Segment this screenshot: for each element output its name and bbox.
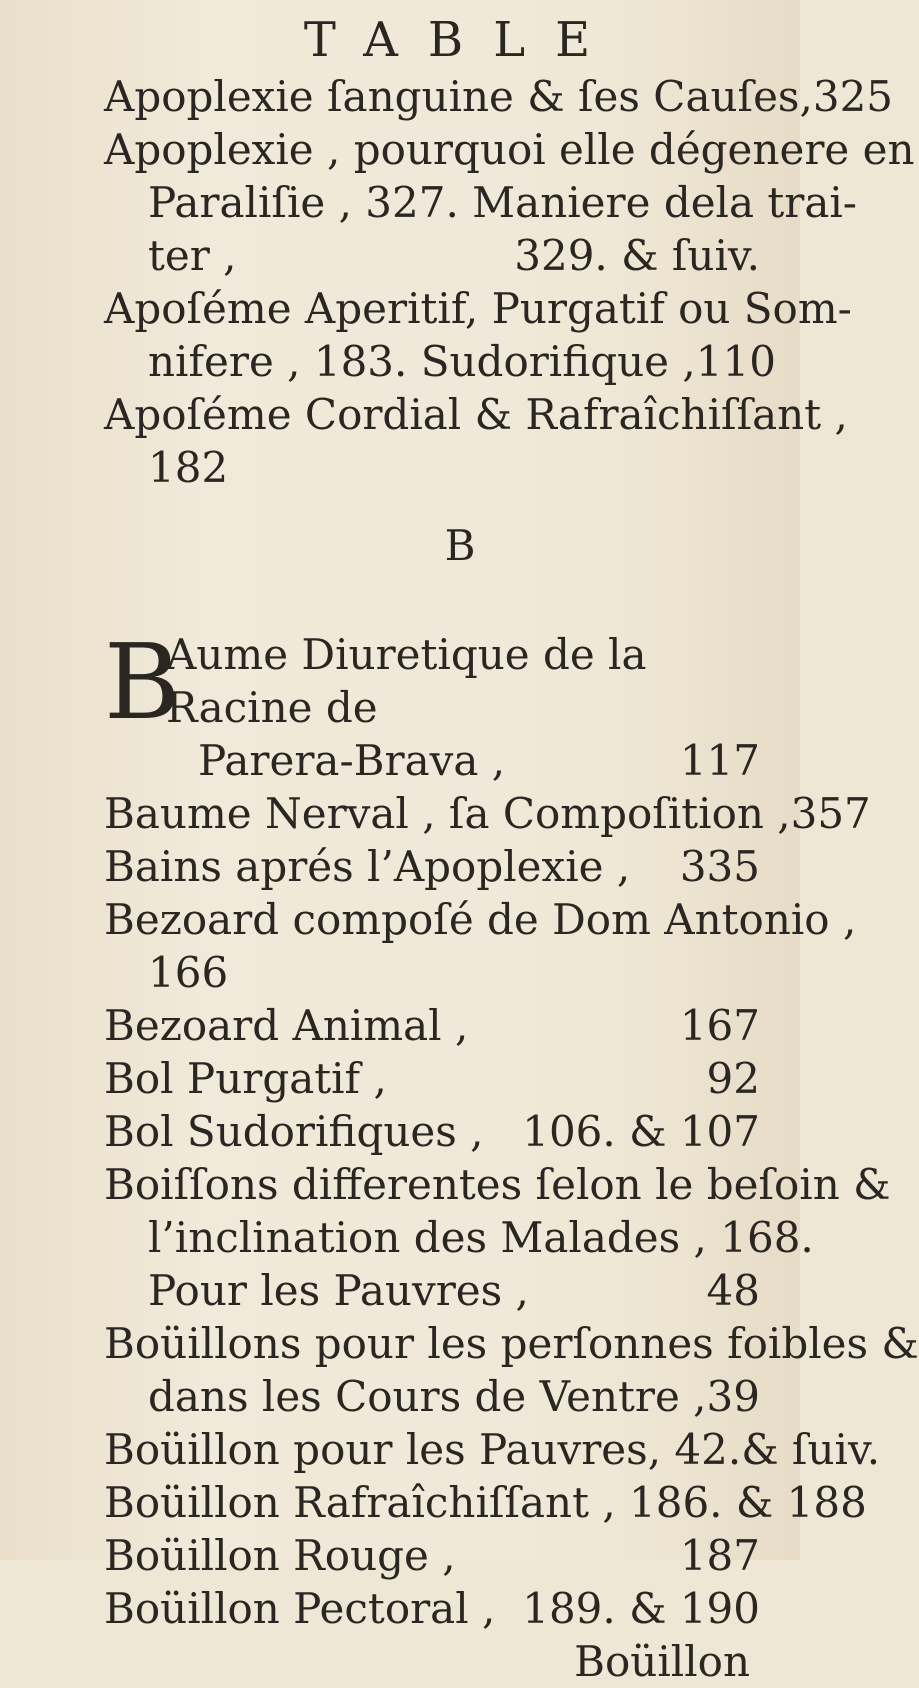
entries-section-b xyxy=(104,787,919,1635)
entry-line xyxy=(104,1264,760,1317)
entry-line xyxy=(104,1529,760,1582)
entry-text: Pour les Pauvres , xyxy=(148,1266,529,1315)
entry-text: l’inclination des Malades , 168. xyxy=(148,1213,814,1262)
page-number: 187 xyxy=(679,1531,760,1580)
entry-text: 182 xyxy=(148,443,229,492)
entry-text: Aume Diuretique de la Racine de xyxy=(166,630,647,732)
entry-line xyxy=(104,1582,760,1635)
entry-text: Boüillons pour les perſonnes foibles & xyxy=(104,1319,919,1368)
entry-line xyxy=(104,282,852,335)
index-entry xyxy=(104,840,760,893)
entry-line xyxy=(104,1423,881,1476)
page-number: 335 xyxy=(679,842,760,891)
page-number: 325 xyxy=(812,72,894,121)
entry-line xyxy=(104,946,760,999)
entry-line xyxy=(104,1476,867,1529)
index-entry xyxy=(104,787,871,840)
entry-text: Bol Purgatif , xyxy=(104,1054,387,1103)
index-entry xyxy=(104,1582,760,1635)
page-number: 329. & ſuiv. xyxy=(514,231,760,280)
entry-text: Apoplexie , pourquoi elle dégenere en xyxy=(104,125,915,174)
entry-text: Bains aprés l’Apoplexie , xyxy=(104,842,631,891)
entry-line xyxy=(104,176,857,229)
index-entry xyxy=(104,1423,881,1476)
page-number: 92 xyxy=(706,1054,760,1103)
page-number: 357 xyxy=(790,789,871,838)
entry-line xyxy=(104,388,848,441)
dropcap-entry-body xyxy=(166,628,760,787)
entry-text: Bol Sudorifiques , xyxy=(104,1107,484,1156)
page-number: 110 xyxy=(695,337,776,386)
entry-text: Apoplexie ſanguine & ſes Cauſes, xyxy=(104,72,813,121)
entry-line xyxy=(104,70,894,123)
page-number: 48 xyxy=(706,1266,760,1315)
entry-text: Boüillon Rouge , xyxy=(104,1531,456,1580)
index-entry xyxy=(104,1317,919,1423)
catchword: Boüillon xyxy=(574,1637,750,1686)
section-letter: B xyxy=(444,521,476,570)
entry-line xyxy=(166,734,760,787)
page-header: TABLE xyxy=(303,12,621,68)
entry-line xyxy=(104,999,760,1052)
entry-line xyxy=(104,1158,891,1211)
index-entry xyxy=(104,123,915,282)
index-entry xyxy=(104,388,848,494)
entry-text: Boüillon pour les Pauvres, 42.& ſuiv. xyxy=(104,1425,881,1474)
entry-line xyxy=(104,123,915,176)
index-entry xyxy=(104,282,852,388)
index-entry xyxy=(104,70,894,123)
index-entry xyxy=(104,999,760,1052)
index-entry xyxy=(104,1052,760,1105)
entry-text: Paraliſie , 327. Maniere dela trai- xyxy=(148,178,857,227)
index-entry xyxy=(104,1476,867,1529)
entry-text: Baume Nerval , ſa Compoſition , xyxy=(104,789,791,838)
entry-text: Boüillon Rafraîchiſſant , 186. & 188 xyxy=(104,1478,867,1527)
entry-text: Boüillon Pectoral , xyxy=(104,1584,496,1633)
entry-line xyxy=(104,441,760,494)
entry-line xyxy=(104,893,857,946)
page-number: 189. & 190 xyxy=(522,1584,760,1633)
page-number: 117 xyxy=(679,736,760,785)
page-number: 167 xyxy=(679,1001,760,1050)
entry-text: Parera-Brava , xyxy=(198,736,506,785)
entry-line xyxy=(166,628,760,734)
dropcap-entry xyxy=(104,621,760,787)
entry-line xyxy=(104,1317,919,1370)
entry-text: Apoſéme Cordial & Rafraîchiſſant , xyxy=(104,390,848,439)
index-entry xyxy=(104,1529,760,1582)
entry-line xyxy=(104,1052,760,1105)
entry-line xyxy=(104,229,760,282)
index-entry xyxy=(104,1158,891,1317)
entries-section-a xyxy=(104,70,915,494)
entry-text: Bezoard compoſé de Dom Antonio , xyxy=(104,895,857,944)
entry-line xyxy=(104,1370,760,1423)
drop-cap-letter: B xyxy=(104,621,181,743)
entry-line xyxy=(104,1105,760,1158)
entry-line xyxy=(104,787,871,840)
page-number: 39 xyxy=(706,1372,760,1421)
entry-text: Boiſſons differentes ſelon le beſoin & xyxy=(104,1160,891,1209)
entry-text: Bezoard Animal , xyxy=(104,1001,469,1050)
index-entry xyxy=(104,893,857,999)
entry-text: Apoſéme Aperitif, Purgatif ou Som- xyxy=(104,284,852,333)
entry-text: dans les Cours de Ventre , xyxy=(148,1372,707,1421)
entry-text: ter , xyxy=(148,231,237,280)
entry-text: nifere , 183. Sudorifique , xyxy=(148,337,696,386)
entry-line xyxy=(104,335,776,388)
entry-text: 166 xyxy=(148,948,229,997)
index-entry xyxy=(104,1105,760,1158)
entry-line xyxy=(104,840,760,893)
entry-line xyxy=(104,1211,814,1264)
page-number: 106. & 107 xyxy=(522,1107,760,1156)
